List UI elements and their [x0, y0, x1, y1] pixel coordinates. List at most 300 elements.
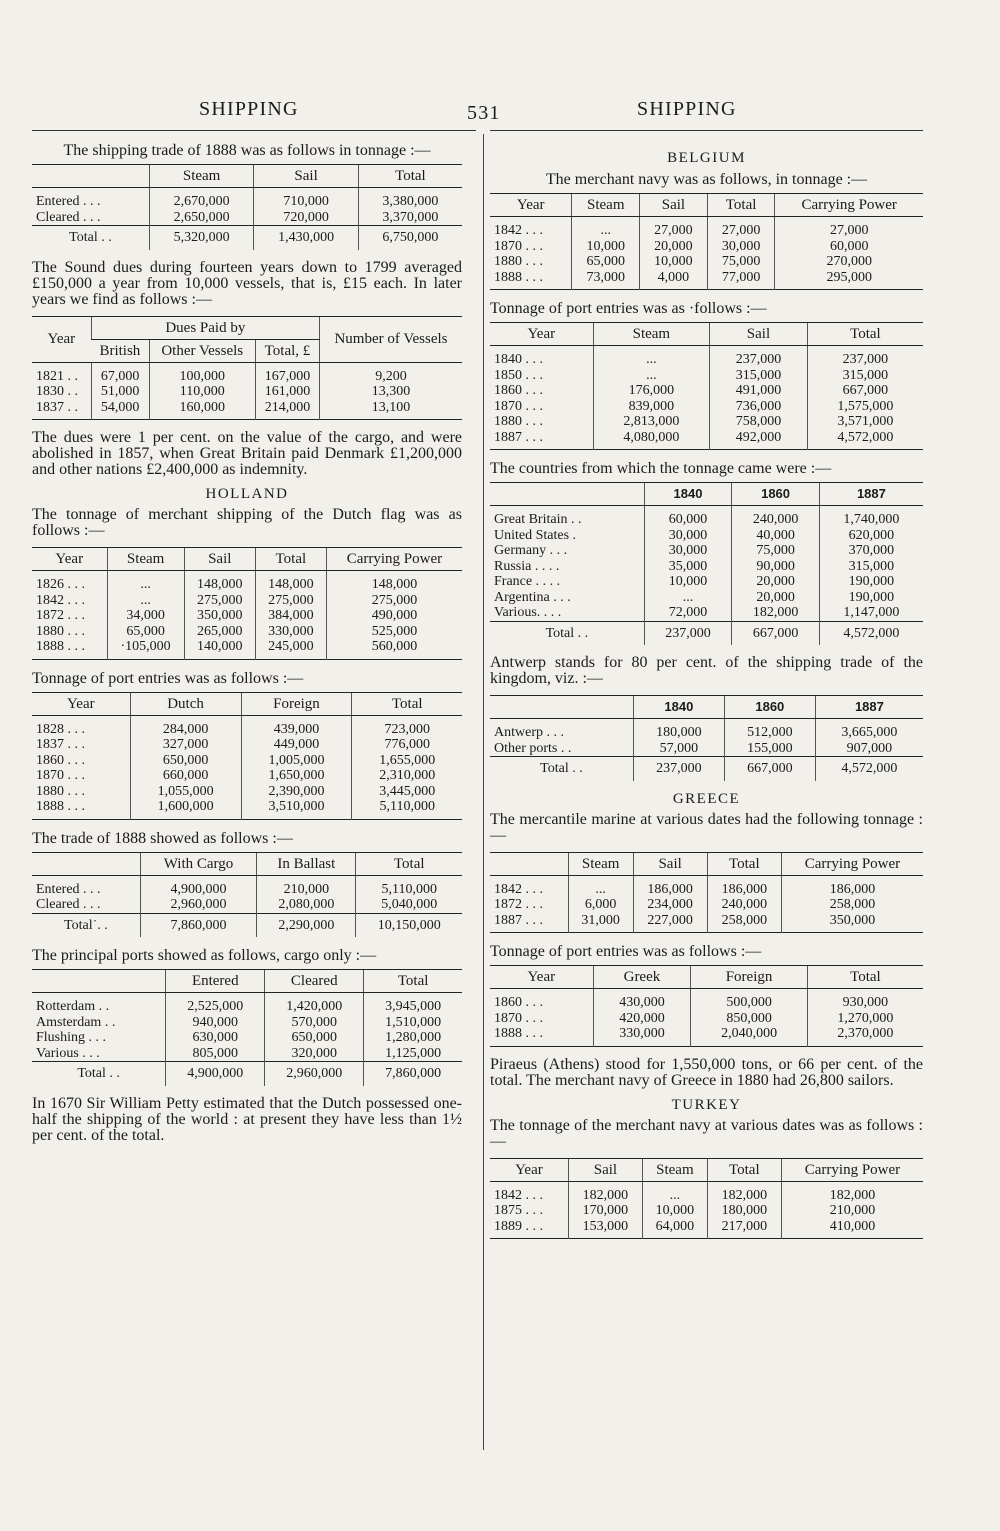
row-label: 1875 . . . [494, 1203, 543, 1218]
column-header: Total [352, 692, 462, 715]
row-label: 1872 . . . [494, 897, 543, 912]
column-header: Total [707, 1158, 781, 1181]
cell-value: 370,000 [819, 543, 923, 559]
row-label: 1880 . . . [36, 623, 85, 639]
column-header: 1860 [724, 696, 815, 719]
cell-value: 65,000 [572, 254, 640, 270]
column-header: Total [707, 852, 781, 875]
caption-holland-trade: The trade of 1888 showed as follows :— [32, 829, 293, 847]
table-row [32, 897, 462, 913]
cell-value: 237,000 [710, 346, 808, 368]
column-header: Steam [593, 323, 710, 346]
cell-value: 240,000 [707, 897, 781, 913]
table-row [490, 559, 923, 575]
cell-value: 186,000 [707, 875, 781, 897]
table-row [490, 368, 923, 384]
header-rule-right [490, 130, 923, 131]
row-label: Amsterdam . . [36, 1014, 116, 1030]
cell-value: 60,000 [644, 506, 732, 528]
cell-value: 490,000 [326, 608, 462, 624]
column-header: Carrying Power [781, 1158, 923, 1181]
cell-value: 3,370,000 [358, 210, 462, 226]
cell-value: 30,000 [644, 528, 732, 544]
header-row [490, 1158, 923, 1181]
column-header: Steam [568, 852, 633, 875]
cell-value: 148,000 [255, 571, 326, 593]
total-value: 4,900,000 [166, 1062, 265, 1086]
cell-value: 190,000 [819, 574, 923, 590]
cell-value: 153,000 [568, 1219, 642, 1239]
cell-value: 31,000 [568, 913, 633, 933]
cell-value: 4,572,000 [807, 430, 923, 450]
cell-value: 320,000 [265, 1046, 364, 1062]
cell-value: 315,000 [819, 559, 923, 575]
column-header: With Cargo [140, 852, 256, 875]
header-row [32, 548, 462, 571]
row-label: France . . . . [494, 574, 561, 589]
table-row [32, 639, 462, 659]
column-header: Steam [149, 165, 253, 188]
header-left: SHIPPING [199, 98, 299, 120]
cell-value: 491,000 [710, 383, 808, 399]
column-header: Total [255, 548, 326, 571]
cell-value: ... [572, 217, 640, 239]
column-header: In Ballast [257, 852, 356, 875]
column-header [32, 165, 149, 188]
column-header: Greek [593, 966, 691, 989]
header-row [490, 323, 923, 346]
cell-value: 560,000 [326, 639, 462, 659]
row-label: 1887 . . . [494, 429, 543, 445]
paragraph-sound-dues: The Sound dues during fourteen years down to 1799 averaged £150,000 a year from 10,000 vessels, that is, £15 each. In later years we find as follows :— [32, 258, 462, 308]
row-label: 1888 . . . [36, 799, 85, 814]
table-row [490, 719, 923, 741]
row-label: 1888 . . . [494, 1026, 543, 1041]
cell-value: 3,665,000 [815, 719, 923, 741]
column-header: Total [364, 970, 462, 993]
table-row [490, 1181, 923, 1203]
row-label: 1870 . . . [36, 768, 85, 783]
column-header: Foreign [241, 692, 352, 715]
row-label: 1830 . . [36, 384, 78, 399]
column-header: 1860 [732, 483, 820, 506]
column-header [490, 483, 644, 506]
column-header: Year [490, 194, 572, 217]
cell-value: 60,000 [775, 239, 923, 255]
row-label: 1821 . . [36, 368, 78, 384]
table-row [490, 1203, 923, 1219]
cell-value: 217,000 [707, 1219, 781, 1239]
row-label: 1860 . . . [494, 383, 543, 398]
cell-value: ... [593, 346, 710, 368]
cell-value: 2,525,000 [166, 993, 265, 1015]
table-row [490, 1219, 923, 1239]
row-label: 1889 . . . [494, 1218, 543, 1234]
column-header: Total [707, 194, 775, 217]
cell-value: 327,000 [130, 737, 241, 753]
cell-value: 275,000 [326, 593, 462, 609]
cell-value: 182,000 [781, 1181, 923, 1203]
cell-value: 30,000 [707, 239, 775, 255]
cell-value: 758,000 [710, 414, 808, 430]
cell-value: 1,510,000 [364, 1015, 462, 1031]
cell-value: 620,000 [819, 528, 923, 544]
row-label: 1837 . . [36, 399, 78, 415]
cell-value: 4,000 [640, 270, 708, 290]
column-header: Dutch [130, 692, 241, 715]
cell-value: 234,000 [633, 897, 707, 913]
header-row [32, 165, 462, 188]
column-header: Foreign [691, 966, 808, 989]
total-label: Total . . [32, 226, 149, 250]
table-holland-port-entries [32, 692, 462, 820]
column-header: Cleared [265, 970, 364, 993]
table-row [490, 897, 923, 913]
col-number-of-vessels: Number of Vessels [319, 316, 462, 362]
row-label: Antwerp . . . [494, 725, 564, 740]
table-row [32, 753, 462, 769]
cell-value: 180,000 [633, 719, 724, 741]
table-row [490, 506, 923, 528]
total-value: 5,320,000 [149, 226, 253, 250]
cell-value: ... [107, 571, 184, 593]
cell-value: 2,390,000 [241, 784, 352, 800]
cell-value: 245,000 [255, 639, 326, 659]
cell-value: 258,000 [781, 897, 923, 913]
cell-value: 776,000 [352, 737, 462, 753]
cell-value: 525,000 [326, 624, 462, 640]
col-year: Year [32, 316, 91, 362]
header-row [32, 852, 462, 875]
column-header: Carrying Power [326, 548, 462, 571]
row-label: Flushing . . . [36, 1030, 107, 1045]
column-header: Steam [643, 1158, 708, 1181]
cell-value: 214,000 [255, 400, 319, 420]
row-label: Cleared . . . [36, 897, 101, 912]
cell-value: 148,000 [184, 571, 255, 593]
cell-value: ·105,000 [107, 639, 184, 659]
table-row [490, 270, 923, 290]
row-label: United States . [494, 527, 577, 543]
table-trade-1888 [32, 164, 462, 250]
total-label: Total . . [490, 757, 633, 781]
cell-value: 5,110,000 [352, 799, 462, 819]
cell-value: 5,110,000 [356, 875, 462, 897]
total-value: 4,572,000 [815, 757, 923, 781]
cell-value: 170,000 [568, 1203, 642, 1219]
cell-value: 2,670,000 [149, 188, 253, 210]
cell-value: 907,000 [815, 741, 923, 757]
column-header: Sail [254, 165, 358, 188]
cell-value: 67,000 [91, 362, 149, 384]
row-label: 1880 . . . [494, 254, 543, 269]
column-header [32, 852, 140, 875]
cell-value: 439,000 [241, 715, 352, 737]
cell-value: 850,000 [691, 1011, 808, 1027]
cell-value: 2,960,000 [140, 897, 256, 913]
row-label: 1826 . . . [36, 577, 85, 592]
column-header: Sail [710, 323, 808, 346]
table-row [490, 741, 923, 757]
cell-value: 51,000 [91, 384, 149, 400]
cell-value: 723,000 [352, 715, 462, 737]
column-header: Steam [572, 194, 640, 217]
cell-value: 1,055,000 [130, 784, 241, 800]
cell-value: 4,900,000 [140, 875, 256, 897]
caption-belgium-navy: The merchant navy was as follows, in tonnage :— [545, 171, 868, 188]
caption-belgium-countries: The countries from which the tonnage came were :— [490, 460, 832, 477]
cell-value: 1,740,000 [819, 506, 923, 528]
cell-value: 9,200 [319, 362, 462, 384]
section-title-belgium: BELGIUM [667, 150, 746, 166]
cell-value: 630,000 [166, 1030, 265, 1046]
section-title-turkey: TURKEY [671, 1096, 742, 1113]
cell-value: 148,000 [326, 571, 462, 593]
cell-value: 295,000 [775, 270, 923, 290]
total-row [490, 757, 923, 781]
cell-value: ... [593, 368, 710, 384]
cell-value: 1,005,000 [241, 753, 352, 769]
table-row [490, 875, 923, 897]
cell-value: 13,300 [319, 384, 462, 400]
row-label: 1880 . . . [494, 414, 543, 429]
cell-value: 2,370,000 [807, 1026, 923, 1046]
table-row [32, 608, 462, 624]
table-sound-dues [32, 316, 462, 421]
table-holland-trade-1888 [32, 852, 462, 938]
cell-value: 77,000 [707, 270, 775, 290]
column-header: Sail [184, 548, 255, 571]
row-label: 1842 . . . [494, 1187, 543, 1203]
cell-value: 210,000 [781, 1203, 923, 1219]
cell-value: 186,000 [781, 875, 923, 897]
cell-value: 186,000 [633, 875, 707, 897]
cell-value: 20,000 [732, 574, 820, 590]
cell-value: 65,000 [107, 624, 184, 640]
cell-value: 1,420,000 [265, 993, 364, 1015]
row-label: Argentina . . . [494, 589, 571, 605]
row-label: Other ports . . [494, 740, 572, 756]
cell-value: 330,000 [255, 624, 326, 640]
caption-greece-ports: Tonnage of port entries was as follows :— [490, 943, 762, 960]
table-row [490, 1011, 923, 1027]
header-rule-left [32, 130, 476, 131]
cell-value: 35,000 [644, 559, 732, 575]
table-greece-fleet [490, 852, 923, 934]
cell-value: 275,000 [255, 593, 326, 609]
total-value: 667,000 [724, 757, 815, 781]
total-value: 7,860,000 [140, 913, 256, 937]
row-label: 1840 . . . [494, 352, 543, 367]
table-row [32, 571, 462, 593]
section-title-holland: HOLLAND [205, 486, 289, 502]
column-header: Carrying Power [781, 852, 923, 875]
cell-value: 4,080,000 [593, 430, 710, 450]
table-row [32, 624, 462, 640]
total-value: 667,000 [732, 621, 820, 645]
table-row [32, 799, 462, 819]
cell-value: 72,000 [644, 605, 732, 621]
cell-value: 10,000 [640, 254, 708, 270]
cell-value: 270,000 [775, 254, 923, 270]
row-label: 1880 . . . [36, 783, 85, 799]
cell-value: 650,000 [130, 753, 241, 769]
cell-value: 110,000 [149, 384, 255, 400]
header-right: SHIPPING [637, 98, 737, 120]
column-header: Sail [633, 852, 707, 875]
column-header: Carrying Power [775, 194, 923, 217]
column-header: Year [490, 966, 593, 989]
row-label: 1870 . . . [494, 238, 543, 254]
table-belgium-antwerp [490, 695, 923, 781]
row-label: 1872 . . . [36, 608, 85, 623]
table-row [490, 605, 923, 621]
row-label: 1887 . . . [494, 912, 543, 928]
caption-holland-ports: Tonnage of port entries was as follows :— [32, 669, 304, 687]
row-label: 1860 . . . [36, 752, 85, 768]
column-header: Total [807, 323, 923, 346]
column-header: Year [32, 548, 107, 571]
row-label: 1888 . . . [494, 269, 543, 285]
paragraph-holland-tonnage: The tonnage of merchant shipping of the Dutch flag was as follows :— [32, 506, 462, 539]
column-header: 1840 [633, 696, 724, 719]
total-value: 4,572,000 [819, 621, 923, 645]
cell-value: 27,000 [707, 217, 775, 239]
paragraph-turkey: The tonnage of the merchant navy at various dates was as follows :— [490, 1116, 923, 1150]
column-header: 1887 [815, 696, 923, 719]
table-belgium-countries [490, 482, 923, 645]
header-row [490, 696, 923, 719]
cell-value: 736,000 [710, 399, 808, 415]
table-row [32, 875, 462, 897]
cell-value: ... [568, 875, 633, 897]
col-other-vessels: Other Vessels [149, 339, 255, 362]
table-holland-fleet [32, 547, 462, 660]
cell-value: 3,445,000 [352, 784, 462, 800]
cell-value: 27,000 [640, 217, 708, 239]
cell-value: 2,080,000 [257, 897, 356, 913]
header-row [490, 194, 923, 217]
cell-value: 3,571,000 [807, 414, 923, 430]
caption-belgium-ports: Tonnage of port entries was as ·follows :— [490, 300, 767, 317]
row-label: 1842 . . . [36, 592, 85, 608]
table-row [32, 593, 462, 609]
cell-value: 315,000 [807, 368, 923, 384]
column-header: Sail [640, 194, 708, 217]
cell-value: 155,000 [724, 741, 815, 757]
cell-value: 384,000 [255, 608, 326, 624]
total-row [32, 1062, 462, 1086]
table-row [490, 346, 923, 368]
table-turkey-fleet [490, 1158, 923, 1240]
total-value: 1,430,000 [254, 226, 358, 250]
cell-value: 75,000 [707, 254, 775, 270]
total-label: Total˙. . [32, 913, 140, 937]
right-column [490, 150, 923, 1249]
row-label: 1842 . . . [494, 223, 543, 238]
total-label: Total . . [32, 1062, 166, 1086]
cell-value: 570,000 [265, 1015, 364, 1031]
cell-value: 210,000 [257, 875, 356, 897]
column-header: 1840 [644, 483, 732, 506]
cell-value: 2,310,000 [352, 768, 462, 784]
col-dues-paid-by: Dues Paid by [91, 316, 319, 339]
cell-value: 54,000 [91, 400, 149, 420]
row-label: Cleared . . . [36, 209, 101, 225]
page-number: 531 [467, 102, 501, 124]
cell-value: 2,813,000 [593, 414, 710, 430]
table-row [490, 913, 923, 933]
cell-value: 10,000 [644, 574, 732, 590]
cell-value: 237,000 [807, 346, 923, 368]
cell-value: 10,000 [643, 1203, 708, 1219]
section-title-greece: GREECE [672, 790, 741, 807]
cell-value: 2,040,000 [691, 1026, 808, 1046]
row-label: Germany . . . [494, 543, 568, 558]
cell-value: 710,000 [254, 188, 358, 210]
cell-value: 1,270,000 [807, 1011, 923, 1027]
table-row [32, 784, 462, 800]
table-row [32, 362, 462, 384]
column-header: Sail [568, 1158, 642, 1181]
total-value: 10,150,000 [356, 913, 462, 937]
table-row [32, 768, 462, 784]
header-row [32, 692, 462, 715]
total-value: 7,860,000 [364, 1062, 462, 1086]
cell-value: 182,000 [732, 605, 820, 621]
cell-value: 27,000 [775, 217, 923, 239]
cell-value: 839,000 [593, 399, 710, 415]
table-row [490, 239, 923, 255]
cell-value: 449,000 [241, 737, 352, 753]
row-label: Rotterdam . . [36, 999, 110, 1014]
cell-value: 315,000 [710, 368, 808, 384]
cell-value: ... [644, 590, 732, 606]
total-row [32, 226, 462, 250]
caption-trade-1888: The shipping trade of 1888 was as follows in tonnage :— [63, 142, 431, 159]
table-row [490, 989, 923, 1011]
cell-value: 1,600,000 [130, 799, 241, 819]
cell-value: 430,000 [593, 989, 691, 1011]
cell-value: 90,000 [732, 559, 820, 575]
cell-value: 410,000 [781, 1219, 923, 1239]
row-label: Various. . . . [494, 605, 562, 620]
cell-value: 20,000 [640, 239, 708, 255]
column-header: 1887 [819, 483, 923, 506]
cell-value: 1,125,000 [364, 1046, 462, 1062]
column-divider [483, 134, 484, 1450]
table-row [32, 210, 462, 226]
cell-value: 492,000 [710, 430, 808, 450]
row-label: Russia . . . . [494, 558, 560, 574]
header-row [32, 970, 462, 993]
row-label: 1828 . . . [36, 721, 85, 737]
cell-value: 660,000 [130, 768, 241, 784]
paragraph-greece: The mercantile marine at various dates had the following tonnage :— [490, 810, 923, 844]
total-value: 6,750,000 [358, 226, 462, 250]
table-row [490, 254, 923, 270]
table-greece-port-entries [490, 965, 923, 1047]
total-value: 237,000 [633, 757, 724, 781]
cell-value: 182,000 [568, 1181, 642, 1203]
header-row [490, 966, 923, 989]
cell-value: 1,575,000 [807, 399, 923, 415]
cell-value: 190,000 [819, 590, 923, 606]
table-row [490, 574, 923, 590]
cell-value: 161,000 [255, 384, 319, 400]
row-label: Entered . . . [36, 881, 101, 897]
header-row [490, 852, 923, 875]
